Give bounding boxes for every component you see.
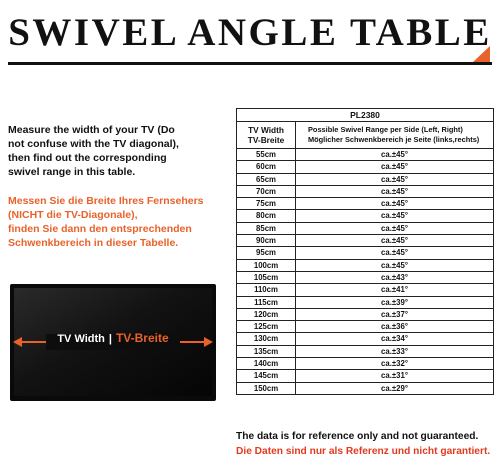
table-row [237,345,494,357]
range-cell: ca.±45° [296,198,494,210]
table-row [237,296,494,308]
range-cell: ca.±37° [296,308,494,320]
size-cell: 55cm [237,149,296,161]
size-cell: 70cm [237,185,296,197]
size-cell: 90cm [237,235,296,247]
instructions-english [8,123,234,179]
range-cell: ca.±41° [296,284,494,296]
title-banner [0,0,500,74]
table-row [237,198,494,210]
size-cell: 75cm [237,198,296,210]
instruction-line: Schwenkbereich in dieser Tabelle. [8,237,179,249]
table-row [237,161,494,173]
tv-width-label [10,331,216,345]
size-cell: 130cm [237,333,296,345]
table-row [237,235,494,247]
table-row [237,321,494,333]
table-row [237,382,494,394]
range-cell: ca.±45° [296,235,494,247]
size-cell: 115cm [237,296,296,308]
size-cell: 100cm [237,259,296,271]
table-row [237,284,494,296]
disclaimer-english: The data is for reference only and not guaranteed. [236,431,479,442]
instruction-line: not confuse with the TV diagonal), [8,138,179,150]
swivel-angle-table [236,108,494,395]
range-cell: ca.±45° [296,173,494,185]
tv-illustration [10,284,216,401]
table-row [237,173,494,185]
range-cell: ca.±43° [296,271,494,283]
table-row [237,149,494,161]
instruction-line: finden Sie dann den entsprechenden [8,223,192,235]
size-cell: 60cm [237,161,296,173]
table-row [237,358,494,370]
size-cell: 140cm [237,358,296,370]
instruction-line: swivel range in this table. [8,166,136,178]
size-cell: 120cm [237,308,296,320]
tv-width-label-de: TV-Breite [115,331,169,345]
range-cell: ca.±29° [296,382,494,394]
instruction-line: Measure the width of your TV (Do [8,124,175,136]
disclaimer-german: Die Daten sind nur als Referenz und nicht garantiert. [236,446,491,457]
table-row [237,222,494,234]
column-header-range-de: Möglicher Schwenkbereich je Seite (links,rechts) [308,135,480,144]
size-cell: 125cm [237,321,296,333]
range-cell: ca.±32° [296,358,494,370]
size-cell: 145cm [237,370,296,382]
table-row [237,259,494,271]
size-cell: 110cm [237,284,296,296]
range-cell: ca.±36° [296,321,494,333]
range-cell: ca.±45° [296,149,494,161]
corner-triangle-icon [473,46,490,62]
range-cell: ca.±31° [296,370,494,382]
instructions-german [8,194,234,250]
range-cell: ca.±45° [296,222,494,234]
range-cell: ca.±45° [296,161,494,173]
table-row [237,333,494,345]
size-cell: 150cm [237,382,296,394]
range-cell: ca.±45° [296,210,494,222]
table-row [237,271,494,283]
size-cell: 95cm [237,247,296,259]
model-header: PL2380 [237,109,494,122]
table-row [237,247,494,259]
tv-width-label-en: TV Width [57,333,105,345]
size-cell: 85cm [237,222,296,234]
size-cell: 65cm [237,173,296,185]
instruction-line: (NICHT die TV-Diagonale), [8,209,138,221]
instruction-line: then find out the corresponding [8,152,167,164]
column-header-width-en: TV Width [248,125,284,135]
table-row [237,308,494,320]
range-cell: ca.±45° [296,259,494,271]
table-row [237,185,494,197]
table-row [237,370,494,382]
range-cell: ca.±33° [296,345,494,357]
instruction-line: Messen Sie die Breite Ihres Fernsehers [8,195,204,207]
column-header-width [237,122,296,149]
table-row [237,210,494,222]
size-cell: 80cm [237,210,296,222]
column-header-width-de: TV-Breite [247,135,285,145]
size-cell: 135cm [237,345,296,357]
range-cell: ca.±39° [296,296,494,308]
range-cell: ca.±45° [296,247,494,259]
label-separator: | [108,333,112,345]
range-cell: ca.±34° [296,333,494,345]
page-title: SWIVEL ANGLE TABLE [8,11,492,54]
title-underline [8,62,492,65]
size-cell: 105cm [237,271,296,283]
range-cell: ca.±45° [296,185,494,197]
column-header-range [296,122,494,149]
column-header-range-en: Possible Swivel Range per Side (Left, Right) [308,125,463,134]
